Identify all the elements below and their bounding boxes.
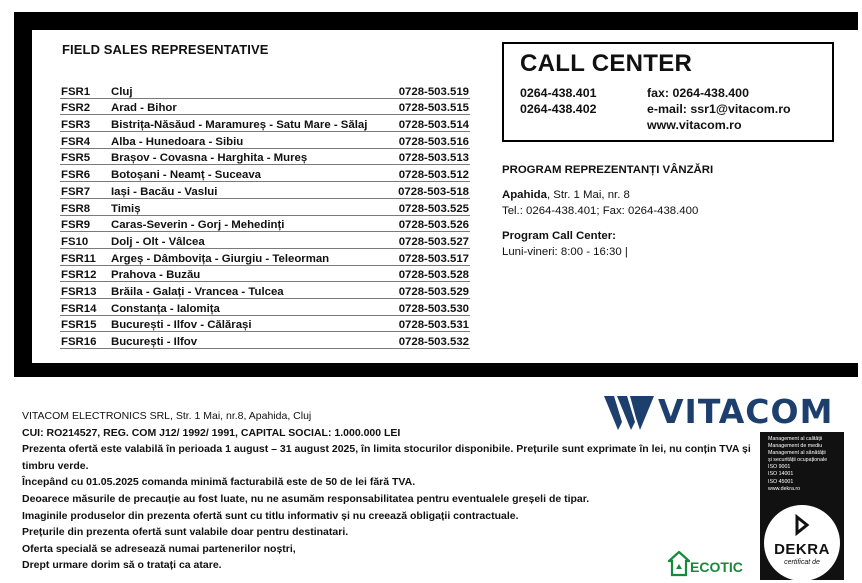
fsr-code: FS10: [61, 235, 89, 248]
contact-panel: [32, 30, 858, 363]
fsr-code: FSR14: [61, 302, 97, 315]
fsr-row: [60, 266, 470, 283]
fsr-code: FSR15: [61, 319, 97, 332]
footer-disclaimer-5: Drept urmare dorim să o tratați ca atare.: [22, 559, 222, 572]
certification-lines: [768, 436, 827, 493]
certification-line: Management de mediu: [768, 443, 823, 450]
ecotic-word: ECOTIC: [690, 559, 743, 575]
fsr-title: FIELD SALES REPRESENTATIVE: [62, 42, 269, 57]
fsr-code: FSR3: [61, 119, 91, 132]
footer-minorder: Începând cu 01.05.2025 comanda minimă facturabilă este de 50 de lei fără TVA.: [22, 476, 416, 489]
fsr-code: FSR5: [61, 152, 91, 165]
fsr-phone[interactable]: 0728-503.529: [398, 285, 469, 298]
fsr-row: [60, 316, 470, 333]
call-center-email[interactable]: e-mail: ssr1@vitacom.ro: [647, 102, 791, 116]
call-center-phone-1[interactable]: 0264-438.401: [520, 86, 597, 100]
fsr-code: FSR16: [61, 336, 97, 348]
fsr-area: Timiș: [111, 202, 141, 215]
ecotic-logo: [668, 551, 760, 577]
fsr-row: [60, 182, 470, 199]
program-city: Apahida: [502, 189, 547, 201]
footer-disclaimer-2: Imaginile produselor din prezenta ofertă sunt cu titlu informativ și nu creează obligații contractuale.: [22, 509, 519, 522]
fsr-table: [60, 82, 470, 349]
fsr-area: București - Ilfov: [111, 336, 198, 348]
fsr-code: FSR4: [61, 135, 91, 148]
fsr-code: FSR2: [61, 102, 91, 115]
fsr-phone[interactable]: 0728-503.515: [398, 102, 469, 115]
fsr-area: Cluj: [111, 85, 133, 98]
fsr-area: Constanța - Ialomița: [111, 302, 220, 315]
fsr-row: [60, 232, 470, 249]
call-center-fax: fax: 0264-438.400: [647, 86, 749, 100]
footer-disclaimer-1: Deoarece măsurile de precauție au fost luate, nu ne asumăm responsabilitatea pentru eventualele greșeli de tipar.: [22, 492, 590, 505]
fsr-area: Iași - Bacău - Vaslui: [111, 185, 218, 198]
fsr-row: [60, 132, 470, 149]
certification-line: Management al sănătății: [768, 450, 826, 457]
dekra-word: DEKRA: [774, 541, 830, 558]
fsr-phone[interactable]: 0728-503.519: [398, 85, 469, 98]
certification-line: și securității ocupaționale: [768, 457, 828, 464]
fsr-area: Brașov - Covasna - Harghita - Mureș: [111, 152, 308, 165]
fsr-row: [60, 199, 470, 216]
program-heading: PROGRAM REPREZENTANȚI VÂNZĂRI: [502, 164, 714, 176]
fsr-phone[interactable]: 0728-503.512: [398, 169, 469, 182]
program-section: [502, 162, 713, 260]
footer-company: VITACOM ELECTRONICS SRL, Str. 1 Mai, nr.8, Apahida, Cluj: [22, 410, 312, 422]
fsr-phone[interactable]: 0728-503.514: [398, 119, 469, 132]
contact-panel-frame: [14, 12, 858, 377]
fsr-code: FSR1: [61, 85, 91, 98]
fsr-row: [60, 99, 470, 116]
fsr-area: Brăila - Galați - Vrancea - Tulcea: [111, 285, 284, 298]
footer-cui: CUI: RO214527, REG. COM J12/ 1992/ 1991, CAPITAL SOCIAL: 1.000.000 LEI: [22, 426, 401, 439]
call-center-phones: [520, 85, 596, 117]
fsr-phone[interactable]: 0728-503.513: [398, 152, 469, 165]
fsr-phone[interactable]: 0728-503.527: [398, 235, 469, 248]
call-center-box: [502, 42, 834, 142]
program-telfax: Tel.: 0264-438.401; Fax: 0264-438.400: [502, 205, 699, 217]
fsr-phone[interactable]: 0728-503.530: [398, 302, 469, 315]
fsr-phone[interactable]: 0728-503.528: [398, 269, 469, 282]
program-hours: Luni-vineri: 8:00 - 16:30 |: [502, 246, 628, 258]
fsr-code: FSR13: [61, 285, 97, 298]
call-center-title: CALL CENTER: [520, 50, 693, 77]
fsr-area: Prahova - Buzău: [111, 269, 201, 282]
certification-line: ISO 9001: [768, 464, 791, 471]
fsr-row: [60, 249, 470, 266]
fsr-row: [60, 216, 470, 233]
fsr-area: Arad - Bihor: [111, 102, 177, 115]
fsr-phone[interactable]: 0728-503.517: [398, 252, 469, 265]
certification-line: Management al calității: [768, 436, 823, 442]
fsr-code: FSR11: [61, 252, 96, 265]
fsr-row: [60, 299, 470, 316]
certification-line: ISO 45001: [768, 478, 794, 485]
fsr-code: FSR7: [61, 185, 91, 198]
fsr-area: Botoșani - Neamț - Suceava: [111, 169, 262, 182]
certification-line: www.dekra.ro: [768, 485, 801, 492]
fsr-code: FSR12: [61, 269, 97, 282]
dekra-seal: [764, 505, 840, 581]
footer-disclaimer-4: Oferta specială se adresează numai partenerilor noștri,: [22, 542, 296, 555]
call-center-contacts: [647, 85, 791, 133]
footer-validity: Prezenta ofertă este valabilă în perioada 1 august – 31 august 2025, în limita stocurilor disponibile. Prețurile sunt exprimate în lei, nu conțin TVA și timbru verde.: [22, 443, 751, 472]
fsr-row: [60, 115, 470, 132]
fsr-code: FSR6: [61, 169, 91, 182]
fsr-row: [60, 165, 470, 182]
fsr-row: [60, 332, 470, 349]
recycle-house-icon: [668, 551, 690, 577]
fsr-area: Dolj - Olt - Vâlcea: [111, 235, 205, 248]
fsr-area: Alba - Hunedoara - Sibiu: [111, 135, 244, 148]
program-address: [502, 187, 713, 203]
fsr-area: Caras-Severin - Gorj - Mehedinți: [111, 219, 285, 232]
call-center-phone-2[interactable]: 0264-438.402: [520, 102, 597, 116]
dekra-sub: certificat de: [784, 559, 820, 566]
fsr-row: [60, 82, 470, 99]
fsr-area: Argeș - Dâmbovița - Giurgiu - Teleorman: [111, 252, 330, 265]
fsr-phone[interactable]: 0728-503.525: [398, 202, 469, 215]
fsr-phone[interactable]: 0728-503.532: [398, 336, 469, 348]
call-center-web[interactable]: www.vitacom.ro: [647, 118, 742, 132]
footer-legal: [22, 408, 752, 574]
certification-line: ISO 14001: [768, 471, 794, 478]
fsr-area: București - Ilfov - Călărași: [111, 319, 252, 332]
fsr-phone[interactable]: 0728-503-518: [398, 185, 469, 198]
program-street: , Str. 1 Mai, nr. 8: [546, 189, 630, 201]
fsr-phone[interactable]: 0728-503.531: [398, 319, 469, 332]
fsr-code: FSR9: [61, 219, 91, 232]
certification-badge: [760, 432, 844, 580]
vitacom-logo-text: VITACOM: [658, 392, 834, 431]
program-cc-heading: Program Call Center:: [502, 230, 616, 242]
fsr-phone[interactable]: 0728-503.526: [398, 219, 469, 232]
footer-disclaimer-3: Prețurile din prezenta ofertă sunt valabile doar pentru destinatari.: [22, 526, 349, 539]
fsr-row: [60, 282, 470, 299]
fsr-area: Bistrița-Năsăud - Maramureș - Satu Mare - Sălaj: [111, 119, 368, 132]
fsr-row: [60, 149, 470, 166]
fsr-code: FSR8: [61, 202, 91, 215]
fsr-phone[interactable]: 0728-503.516: [398, 135, 469, 148]
